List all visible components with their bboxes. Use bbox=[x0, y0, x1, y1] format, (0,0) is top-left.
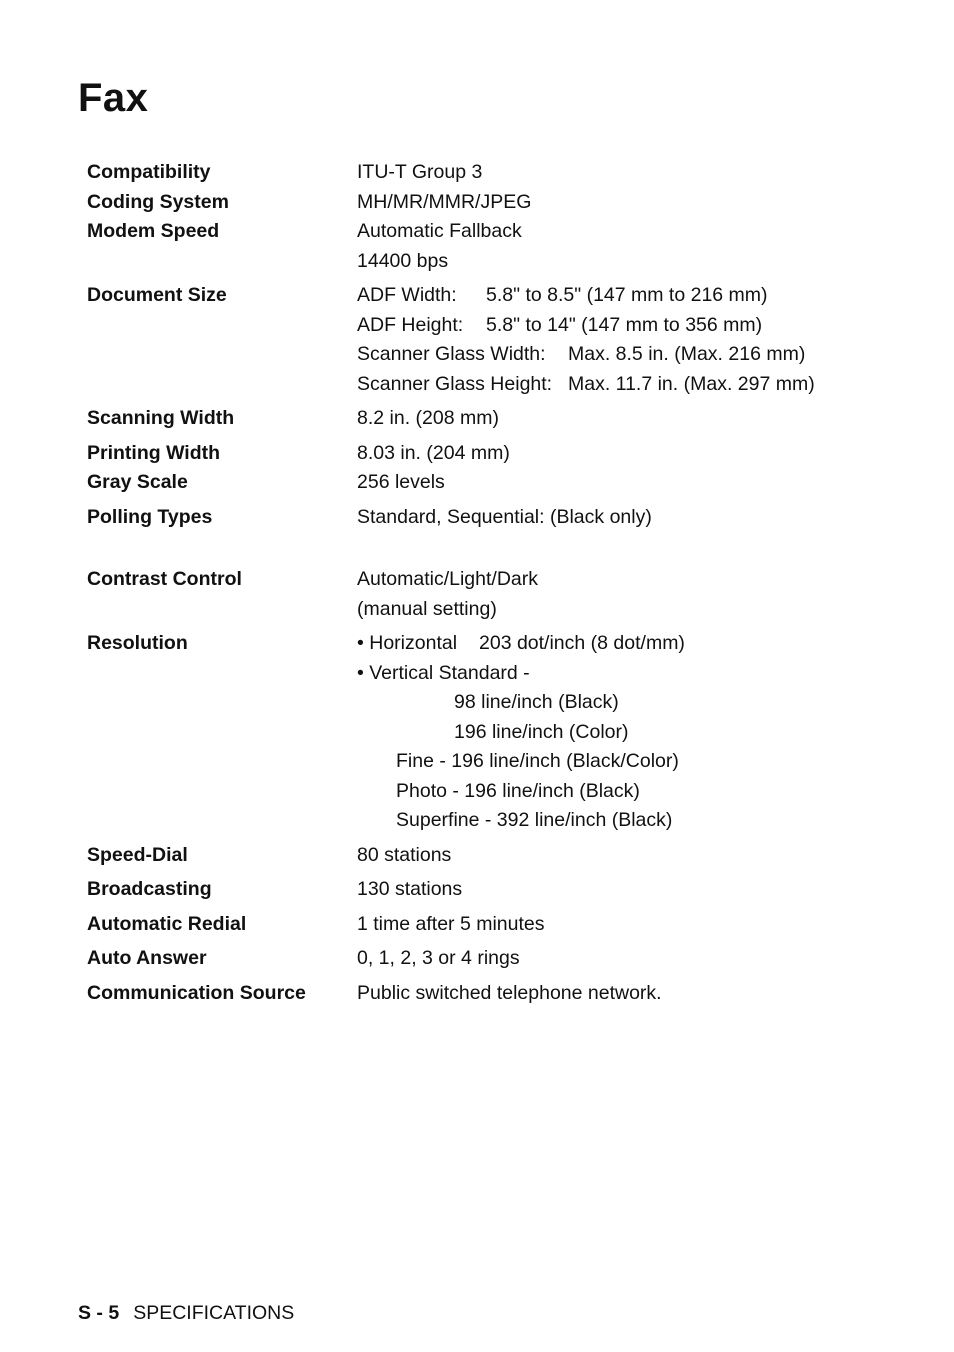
spec-row-polling-types bbox=[87, 503, 887, 533]
spec-value: 130 stations bbox=[357, 878, 463, 900]
modem-speed-line: Automatic Fallback bbox=[357, 220, 522, 242]
spec-row-resolution bbox=[87, 629, 887, 836]
spec-value: Standard, Sequential: (Black only) bbox=[357, 505, 652, 528]
spec-label: Broadcasting bbox=[87, 878, 212, 900]
resolution-vertical-label: • Vertical Standard - bbox=[357, 661, 530, 684]
adf-height-value: 5.8" to 14" (147 mm to 356 mm) bbox=[486, 313, 763, 336]
spec-table bbox=[87, 158, 887, 1008]
spec-label: Communication Source bbox=[87, 981, 306, 1004]
glass-height-label: Scanner Glass Height: bbox=[357, 372, 553, 395]
spec-row-compatibility bbox=[87, 158, 887, 188]
spec-row-contrast-control bbox=[87, 565, 887, 624]
contrast-line: Automatic/Light/Dark bbox=[357, 568, 538, 590]
spec-row-broadcasting bbox=[87, 875, 887, 905]
spec-label: Auto Answer bbox=[87, 947, 207, 969]
spec-value bbox=[357, 281, 815, 399]
spec-value: 256 levels bbox=[357, 471, 445, 493]
spec-value: MH/MR/MMR/JPEG bbox=[357, 190, 532, 213]
spec-value: 1 time after 5 minutes bbox=[357, 912, 545, 935]
spec-row-printing-width bbox=[87, 439, 887, 469]
adf-height-label: ADF Height: bbox=[357, 313, 464, 336]
glass-height-value: Max. 11.7 in. (Max. 297 mm) bbox=[568, 372, 815, 395]
spec-value: ITU-T Group 3 bbox=[357, 161, 483, 183]
spec-label: Polling Types bbox=[87, 505, 213, 528]
spec-row-document-size bbox=[87, 281, 887, 399]
adf-width-label: ADF Width: bbox=[357, 284, 457, 306]
adf-width-value: 5.8" to 8.5" (147 mm to 216 mm) bbox=[486, 284, 768, 306]
spec-label: Compatibility bbox=[87, 161, 211, 183]
resolution-photo: Photo - 196 line/inch (Black) bbox=[396, 779, 640, 802]
page-footer bbox=[78, 1301, 294, 1325]
spec-label: Contrast Control bbox=[87, 568, 242, 590]
contrast-line: (manual setting) bbox=[357, 597, 497, 620]
spec-row-scanning-width bbox=[87, 404, 887, 434]
resolution-horizontal-line bbox=[357, 629, 685, 659]
spec-row-communication-source bbox=[87, 979, 887, 1009]
spec-row-gray-scale bbox=[87, 468, 887, 498]
glass-width-value: Max. 8.5 in. (Max. 216 mm) bbox=[568, 343, 806, 365]
spec-label: Automatic Redial bbox=[87, 912, 247, 935]
resolution-std-color: 196 line/inch (Color) bbox=[454, 720, 629, 743]
spec-label: Speed-Dial bbox=[87, 843, 188, 866]
adf-height-line bbox=[357, 311, 815, 341]
glass-width-line bbox=[357, 340, 815, 370]
glass-height-line bbox=[357, 370, 815, 400]
spec-value: 8.2 in. (208 mm) bbox=[357, 407, 499, 429]
spec-value: 8.03 in. (204 mm) bbox=[357, 441, 510, 464]
spec-row-automatic-redial bbox=[87, 910, 887, 940]
spec-label: Printing Width bbox=[87, 441, 221, 464]
spec-value bbox=[357, 217, 522, 276]
spec-value: Public switched telephone network. bbox=[357, 981, 662, 1004]
section-name: SPECIFICATIONS bbox=[133, 1302, 295, 1324]
glass-width-label: Scanner Glass Width: bbox=[357, 343, 546, 365]
spec-row-auto-answer bbox=[87, 944, 887, 974]
spec-row-coding-system bbox=[87, 188, 887, 218]
resolution-std-black: 98 line/inch (Black) bbox=[454, 691, 619, 713]
adf-width-line bbox=[357, 281, 815, 311]
spec-value: 0, 1, 2, 3 or 4 rings bbox=[357, 947, 520, 969]
spec-value bbox=[357, 565, 538, 624]
spec-value bbox=[357, 629, 685, 836]
page-title: Fax bbox=[78, 76, 149, 120]
spec-row-modem-speed bbox=[87, 217, 887, 276]
resolution-superfine: Superfine - 392 line/inch (Black) bbox=[396, 809, 673, 831]
resolution-horizontal-label: • Horizontal bbox=[357, 632, 458, 654]
modem-speed-line: 14400 bps bbox=[357, 249, 449, 272]
spec-value: 80 stations bbox=[357, 843, 452, 866]
resolution-horizontal-value: 203 dot/inch (8 dot/mm) bbox=[479, 632, 685, 654]
resolution-fine: Fine - 196 line/inch (Black/Color) bbox=[396, 750, 679, 772]
spec-label: Modem Speed bbox=[87, 220, 220, 242]
spec-label: Coding System bbox=[87, 190, 229, 213]
spec-label: Resolution bbox=[87, 632, 188, 654]
spec-label: Gray Scale bbox=[87, 471, 188, 493]
spec-label: Scanning Width bbox=[87, 407, 235, 429]
spec-label: Document Size bbox=[87, 284, 227, 306]
spec-row-speed-dial bbox=[87, 841, 887, 871]
page-number: S - 5 bbox=[78, 1302, 120, 1324]
